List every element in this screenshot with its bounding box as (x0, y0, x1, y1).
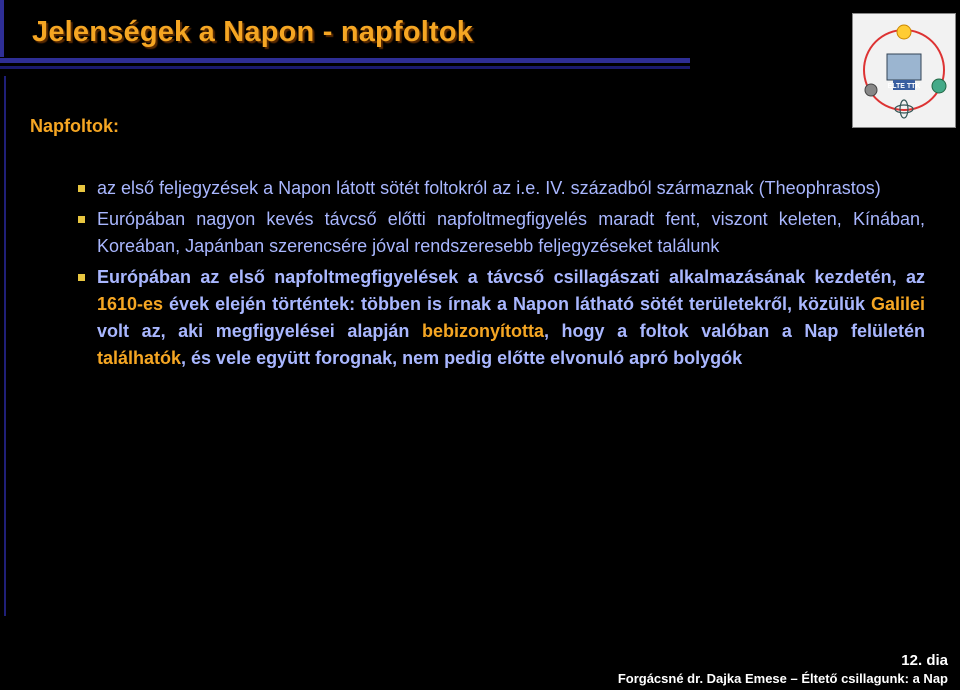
highlight-bebizonyitotta: bebizonyította (421, 321, 544, 341)
bullet-text: volt az, aki megfigyelései alapján (97, 321, 422, 341)
bullet-text: évek elején történtek: többen is írnak a Napon látható sötét területekről, közülük (163, 294, 871, 314)
elte-logo-icon (853, 14, 955, 127)
slide-title: Jelenségek a Napon - napfoltok (32, 16, 474, 48)
page-number: 12. dia (901, 652, 948, 669)
section-label: Napfoltok: (30, 116, 119, 136)
bullet-list (97, 175, 925, 376)
bullet-item-1 (97, 175, 925, 202)
title-left-rule (0, 0, 4, 57)
bullet-item-2 (97, 206, 925, 260)
title-underline (0, 58, 690, 63)
footer-credit: Forgácsné dr. Dajka Emese – Éltető csillagunk: a Nap (617, 671, 948, 686)
bullet-item-3 (97, 264, 925, 372)
elte-logo (852, 13, 956, 128)
highlight-1610: 1610-es (97, 294, 164, 314)
bullet-text: Európában nagyon kevés távcső előtti napfoltmegfigyelés maradt fent, viszont keleten, Kínában, Koreában, Japánban szerencsére jóval rendszeresebb feljegyzéseket találunk (97, 209, 925, 256)
bullet-text: az első feljegyzések a Napon látott sötét foltokról az i.e. IV. századból származnak (Theophrastos) (97, 178, 881, 198)
svg-text:ELTE TTK: ELTE TTK (887, 83, 921, 90)
highlight-talalhatok: találhatók (97, 348, 182, 368)
title-underline-thin (0, 66, 690, 69)
bullet-text: , és vele együtt forognak, nem pedig előtte elvonuló apró bolygók (181, 348, 743, 368)
content-left-rule (4, 76, 6, 616)
bullet-text: , hogy a foltok valóban a Nap felületén (543, 321, 925, 341)
bullet-text: Európában az első napfoltmegfigyelések a távcső csillagászati alkalmazásának kezdetén, az (97, 267, 925, 287)
highlight-galilei: Galilei (870, 294, 925, 314)
